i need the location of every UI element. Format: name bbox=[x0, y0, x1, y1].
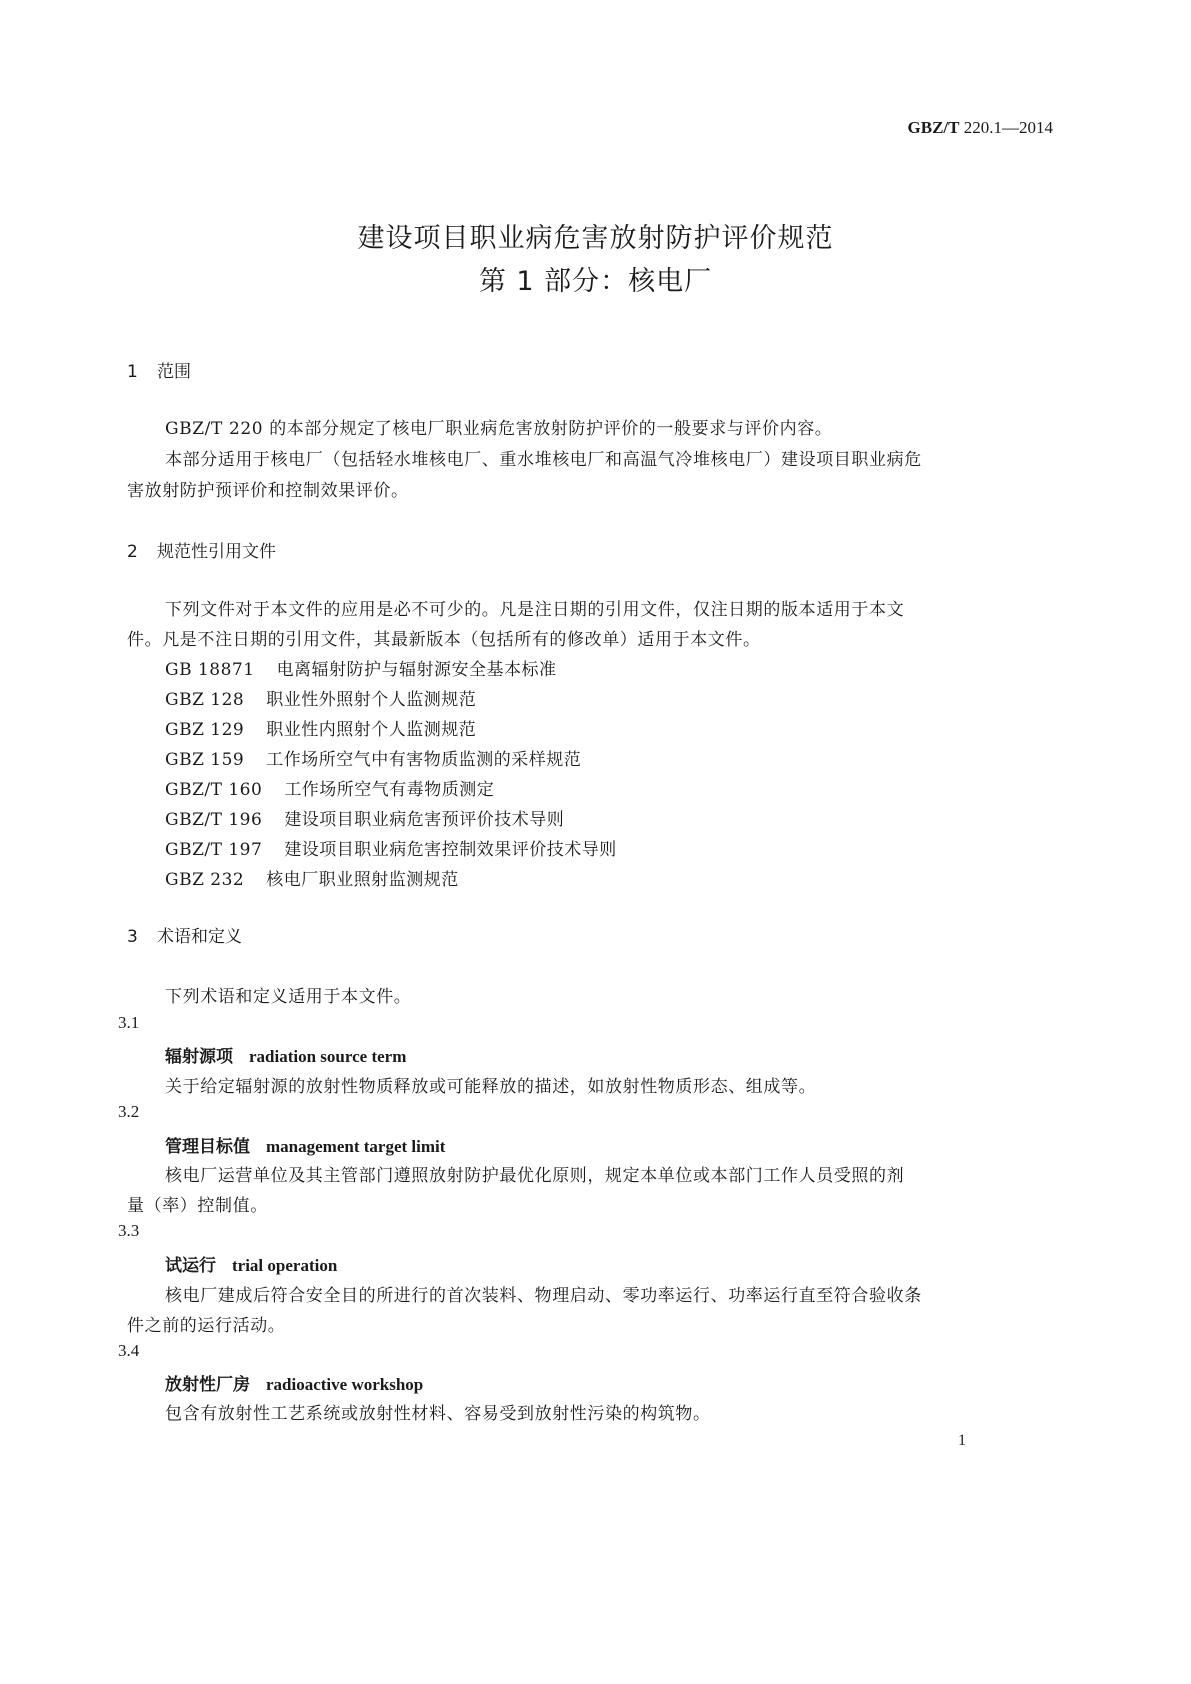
term-definition: 核电厂运营单位及其主管部门遵照放射防护最优化原则，规定本单位或本部门工作人员受照的剂 bbox=[165, 1166, 905, 1186]
term-heading: 辐射源项 radiation source term bbox=[165, 1047, 407, 1067]
reference-item: GBZ/T 197 建设项目职业病危害控制效果评价技术导则 bbox=[165, 840, 617, 860]
term-heading: 试运行 trial operation bbox=[165, 1256, 338, 1276]
document-title-line1: 建设项目职业病危害放射防护评价规范 bbox=[357, 223, 834, 254]
reference-item: GBZ 128 职业性外照射个人监测规范 bbox=[165, 690, 477, 710]
term-heading: 管理目标值 management target limit bbox=[165, 1137, 446, 1157]
reference-item: GBZ 232 核电厂职业照射监测规范 bbox=[165, 870, 459, 890]
reference-item: GBZ/T 196 建设项目职业病危害预评价技术导则 bbox=[165, 810, 565, 830]
term-definition: 核电厂建成后符合安全目的所进行的首次装料、物理启动、零功率运行、功率运行直至符合验收条 bbox=[165, 1286, 922, 1306]
term-definition: 关于给定辐射源的放射性物质释放或可能释放的描述，如放射性物质形态、组成等。 bbox=[165, 1077, 817, 1097]
standard-number: GBZ/T 220.1—2014 bbox=[907, 118, 1053, 137]
section-3-heading: 3 术语和定义 bbox=[127, 927, 242, 947]
term-number: 3.4 bbox=[118, 1341, 140, 1360]
page-number: 1 bbox=[958, 1432, 966, 1449]
section-1-para2-line1: 本部分适用于核电厂（包括轻水堆核电厂、重水堆核电厂和高温气冷堆核电厂）建设项目职业病危 bbox=[165, 450, 922, 470]
term-definition-cont: 量（率）控制值。 bbox=[127, 1196, 268, 1216]
term-number: 3.3 bbox=[118, 1221, 140, 1240]
term-definition: 包含有放射性工艺系统或放射性材料、容易受到放射性污染的构筑物。 bbox=[165, 1404, 711, 1424]
section-1-para1: GBZ/T 220 的本部分规定了核电厂职业病危害放射防护评价的一般要求与评价内容。 bbox=[165, 419, 833, 439]
section-2-intro-line1: 下列文件对于本文件的应用是必不可少的。凡是注日期的引用文件，仅注日期的版本适用于本文 bbox=[165, 600, 905, 620]
reference-item: GB 18871 电离辐射防护与辐射源安全基本标准 bbox=[165, 660, 557, 680]
term-number: 3.1 bbox=[118, 1013, 140, 1032]
section-1-heading: 1 范围 bbox=[127, 362, 191, 382]
section-2-heading: 2 规范性引用文件 bbox=[127, 542, 276, 562]
section-3-intro: 下列术语和定义适用于本文件。 bbox=[165, 987, 412, 1007]
reference-item: GBZ 129 职业性内照射个人监测规范 bbox=[165, 720, 477, 740]
term-number: 3.2 bbox=[118, 1102, 140, 1121]
term-definition-cont: 件之前的运行活动。 bbox=[127, 1316, 286, 1336]
section-2-intro-line2: 件。凡是不注日期的引用文件，其最新版本（包括所有的修改单）适用于本文件。 bbox=[127, 630, 761, 650]
term-heading: 放射性厂房 radioactive workshop bbox=[165, 1375, 424, 1395]
reference-item: GBZ 159 工作场所空气中有害物质监测的采样规范 bbox=[165, 750, 582, 770]
document-title-line2: 第 1 部分：核电厂 bbox=[478, 266, 713, 297]
section-1-para2-line2: 害放射防护预评价和控制效果评价。 bbox=[127, 481, 409, 501]
reference-item: GBZ/T 160 工作场所空气有毒物质测定 bbox=[165, 780, 495, 800]
